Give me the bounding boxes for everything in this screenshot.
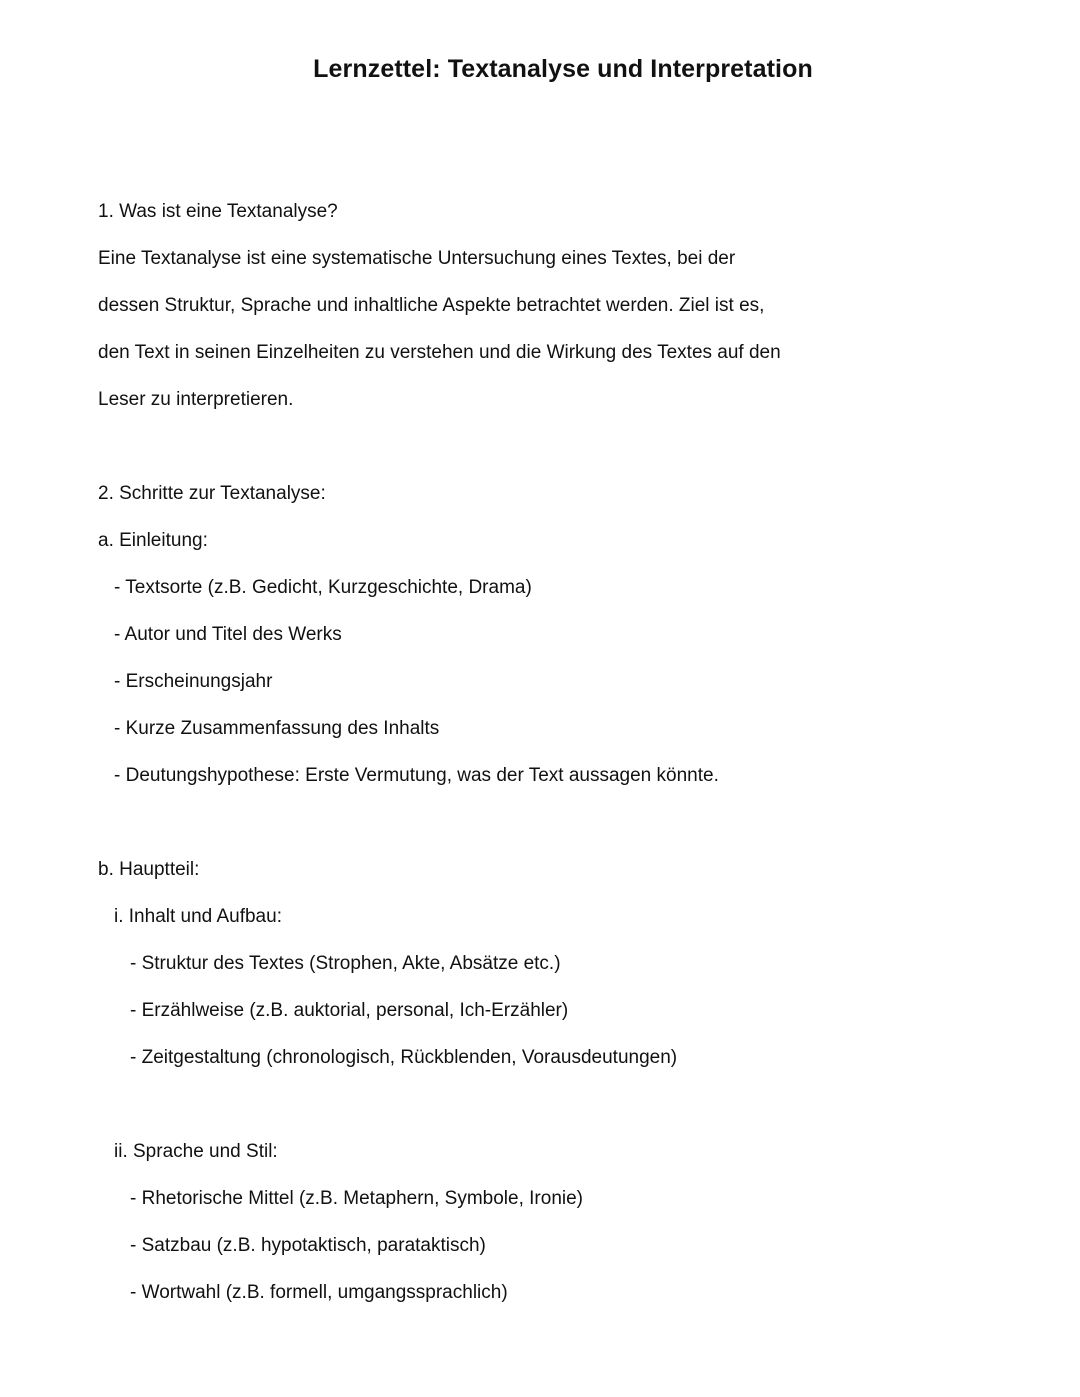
section-1-paragraph-line: dessen Struktur, Sprache und inhaltliche Aspekte betrachtet werden. Ziel ist es, <box>98 295 765 316</box>
part-a-list-item: - Textsorte (z.B. Gedicht, Kurzgeschichte, Drama) <box>114 577 532 598</box>
part-b-heading: b. Hauptteil: <box>98 859 200 880</box>
section-1-paragraph-line: Leser zu interpretieren. <box>98 389 294 410</box>
sub-ii-list-item: - Wortwahl (z.B. formell, umgangssprachlich) <box>130 1282 508 1303</box>
part-a-list-item: - Erscheinungsjahr <box>114 671 273 692</box>
sub-ii-heading: ii. Sprache und Stil: <box>114 1141 278 1162</box>
part-a-list-item: - Autor und Titel des Werks <box>114 624 342 645</box>
part-a-list-item: - Deutungshypothese: Erste Vermutung, was der Text aussagen könnte. <box>114 765 719 786</box>
part-a-heading: a. Einleitung: <box>98 530 208 551</box>
sub-i-list-item: - Erzählweise (z.B. auktorial, personal, Ich-Erzähler) <box>130 1000 569 1021</box>
sub-ii-list-item: - Satzbau (z.B. hypotaktisch, parataktisch) <box>130 1235 486 1256</box>
document-title: Lernzettel: Textanalyse und Interpretation <box>313 55 813 83</box>
sub-i-list-item: - Struktur des Textes (Strophen, Akte, Absätze etc.) <box>130 953 561 974</box>
section-1-heading: 1. Was ist eine Textanalyse? <box>98 201 338 222</box>
sub-ii-list-item: - Rhetorische Mittel (z.B. Metaphern, Symbole, Ironie) <box>130 1188 584 1209</box>
section-1-paragraph-line: den Text in seinen Einzelheiten zu verstehen und die Wirkung des Textes auf den <box>98 342 781 363</box>
section-1-paragraph-line: Eine Textanalyse ist eine systematische Untersuchung eines Textes, bei der <box>98 248 736 269</box>
section-2-heading: 2. Schritte zur Textanalyse: <box>98 483 326 504</box>
sub-i-list-item: - Zeitgestaltung (chronologisch, Rückblenden, Vorausdeutungen) <box>130 1047 678 1068</box>
part-a-list-item: - Kurze Zusammenfassung des Inhalts <box>114 718 440 739</box>
sub-i-heading: i. Inhalt und Aufbau: <box>114 906 282 927</box>
